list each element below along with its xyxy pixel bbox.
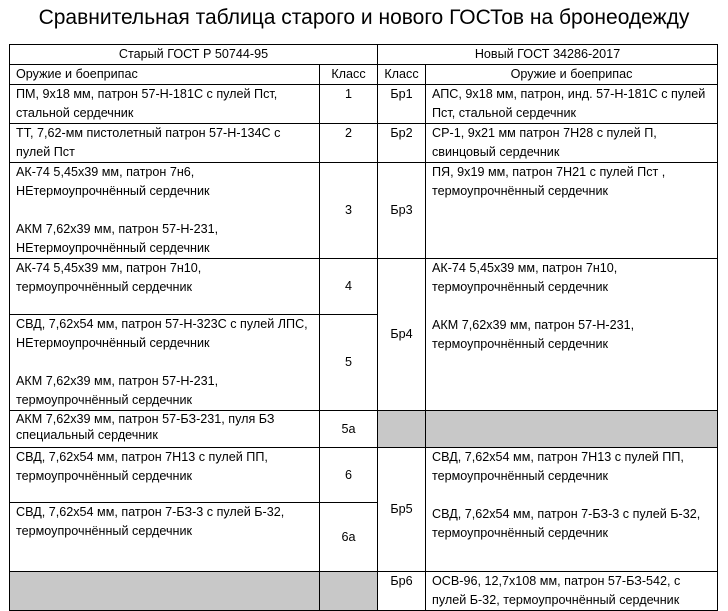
new-weapon-line: АКМ 7,62х39 мм, патрон 57-Н-231, термоупрочнённый сердечник <box>432 318 635 351</box>
old-weapon-cell <box>10 315 320 411</box>
new-weapon-line: СВД, 7,62х54 мм, патрон 7Н13 с пулей ПП, термоупрочнённый сердечник <box>432 450 684 483</box>
old-weapon-line: АК-74 5,45х39 мм, патрон 7н6, НЕтермоупрочнённый сердечник <box>16 165 210 198</box>
new-weapon-line: АК-74 5,45х39 мм, патрон 7н10, термоупрочнённый сердечник <box>432 261 618 294</box>
new-weapon-cell <box>426 259 718 411</box>
old-class-cell: 5а <box>320 411 378 448</box>
new-weapon-column-header: Оружие и боеприпас <box>426 65 718 85</box>
new-class-cell: Бр6 <box>378 572 426 611</box>
empty-shaded-cell <box>426 411 718 448</box>
old-weapon-cell <box>10 163 320 259</box>
page-title: Сравнительная таблица старого и нового ГОСТов на бронеодежду <box>38 6 690 29</box>
new-weapon-cell: АПС, 9х18 мм, патрон, инд. 57-Н-181С с пулей Пст, стальной сердечник <box>426 85 718 124</box>
old-class-column-header: Класс <box>320 65 378 85</box>
old-weapon-cell: АК-74 5,45х39 мм, патрон 7н10, термоупрочнённый сердечник <box>10 259 320 315</box>
old-weapon-cell: ТТ, 7,62-мм пистолетный патрон 57-Н-134С с пулей Пст <box>10 124 320 163</box>
old-weapon-cell: АКМ 7,62х39 мм, патрон 57-БЗ-231, пуля БЗ специальный сердечник <box>10 411 320 448</box>
new-weapon-cell: ОСВ-96, 12,7х108 мм, патрон 57-БЗ-542, с пулей Б-32, термоупрочнённый сердечник <box>426 572 718 611</box>
old-standard-header: Старый ГОСТ Р 50744-95 <box>10 45 378 65</box>
new-weapon-cell: СР-1, 9х21 мм патрон 7Н28 с пулей П, свинцовый сердечник <box>426 124 718 163</box>
new-class-cell: Бр1 <box>378 85 426 124</box>
new-class-cell: Бр2 <box>378 124 426 163</box>
old-weapon-line: АКМ 7,62х39 мм, патрон 57-Н-231, НЕтермоупрочнённый сердечник <box>16 222 219 255</box>
old-class-cell: 6а <box>320 503 378 572</box>
empty-shaded-cell <box>378 411 426 448</box>
new-standard-header: Новый ГОСТ 34286-2017 <box>378 45 718 65</box>
old-weapon-cell: ПМ, 9х18 мм, патрон 57-Н-181С с пулей Пст, стальной сердечник <box>10 85 320 124</box>
old-weapon-line: АКМ 7,62х39 мм, патрон 57-Н-231, термоупрочнённый сердечник <box>16 374 219 407</box>
old-class-cell: 6 <box>320 448 378 503</box>
old-class-cell: 3 <box>320 163 378 259</box>
old-class-cell: 4 <box>320 259 378 315</box>
old-weapon-column-header: Оружие и боеприпас <box>10 65 320 85</box>
old-class-cell: 1 <box>320 85 378 124</box>
new-class-cell: Бр4 <box>378 259 426 411</box>
comparison-table <box>9 44 718 611</box>
empty-shaded-cell <box>320 572 378 611</box>
old-weapon-line: СВД, 7,62х54 мм, патрон 57-Н-323С с пулей ЛПС, НЕтермоупрочнённый сердечник <box>16 317 308 350</box>
old-class-cell: 5 <box>320 315 378 411</box>
new-weapon-line: СВД, 7,62х54 мм, патрон 7-БЗ-3 с пулей Б-32, термоупрочнённый сердечник <box>432 507 701 540</box>
new-weapon-cell: ПЯ, 9х19 мм, патрон 7Н21 с пулей Пст , термоупрочнённый сердечник <box>426 163 718 259</box>
old-weapon-cell: СВД, 7,62х54 мм, патрон 7Н13 с пулей ПП, термоупрочнённый сердечник <box>10 448 320 503</box>
old-weapon-cell: СВД, 7,62х54 мм, патрон 7-БЗ-3 с пулей Б-32, термоупрочнённый сердечник <box>10 503 320 572</box>
new-class-cell: Бр3 <box>378 163 426 259</box>
new-weapon-cell <box>426 448 718 572</box>
old-class-cell: 2 <box>320 124 378 163</box>
new-class-column-header: Класс <box>378 65 426 85</box>
empty-shaded-cell <box>10 572 320 611</box>
new-class-cell: Бр5 <box>378 448 426 572</box>
